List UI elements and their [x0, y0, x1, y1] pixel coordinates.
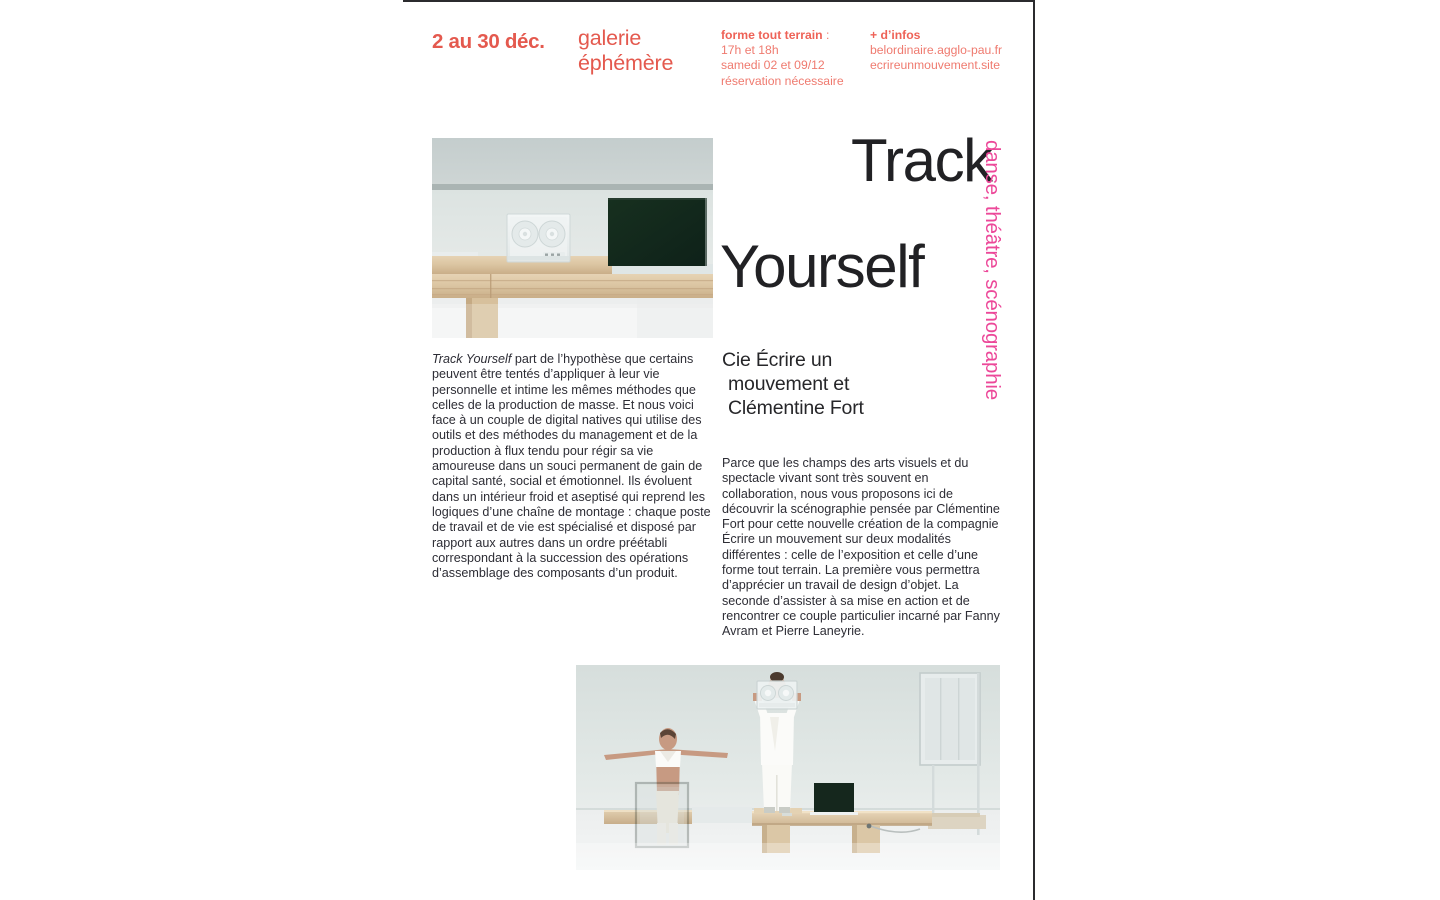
link-belordinaire[interactable]: belordinaire.agglo-pau.fr: [870, 43, 1003, 58]
body-paragraph-right: Parce que les champs des arts visuels et du spectacle vivant sont très souvent en collaboration, nous vous proposons ici de découvrir la scénographie pensée par Clémentine Fort pour cette nouvelle création de la compagnie Écrire un mouvement sur deux modalités différentes : celle de l’exposition et celle d’une forme tout terrain. La première vous permettra d’apprécier un travail de design d’objet. La seconde d’assister à sa mise en action et de rencontrer ce couple particulier incarné par Fanny Avram et Pierre Laneyrie.: [722, 456, 1000, 639]
photo-performance-stage-graphic: [576, 665, 1000, 870]
body-column-right: [722, 456, 1000, 640]
header-form-line-3: réservation nécessaire: [721, 73, 844, 88]
header-form-lead-suffix: :: [822, 28, 830, 42]
header-info-column-form: [721, 28, 844, 89]
header-form-lead-text: forme tout terrain: [721, 28, 823, 42]
page-top-rule: [403, 0, 1035, 2]
header-venue: [578, 26, 673, 76]
photo-installation-table: [432, 138, 713, 338]
company-credit-line-2: mouvement et: [728, 373, 850, 395]
company-credit-line-3: Clémentine Fort: [728, 397, 864, 419]
header-form-lead: [721, 28, 844, 43]
page-right-rule: [1033, 0, 1035, 900]
header-venue-line-2: éphémère: [578, 51, 674, 75]
poster-title-line-1: Track: [851, 127, 992, 194]
header-links-lead: + d’infos: [870, 28, 921, 42]
header-dates: 2 au 30 déc.: [432, 30, 545, 53]
photo-installation-table-graphic: [432, 138, 713, 338]
link-ecrireunmouvement[interactable]: ecrireunmouvement.site: [870, 58, 1001, 73]
photo-performance-stage: [576, 665, 1000, 870]
body-column-left: [432, 352, 718, 581]
poster-title-line-2: Yourself: [720, 233, 924, 300]
header-info-column-links: [870, 28, 1002, 74]
company-credit-line-1: Cie Écrire un: [722, 349, 833, 371]
header-venue-line-1: galerie: [578, 26, 642, 50]
header: [432, 26, 1032, 96]
genre-tag-vertical: danse, théâtre, scénographie: [981, 140, 1004, 400]
body-left-text: part de l’hypothèse que certains peuvent être tentés d’appliquer à leur vie personnelle et intime les mêmes méthodes que celles de la production de masse. Et nous voici face à un couple de digital natives qui utilise des outils et des méthodes du management et de la production à flux tendu pour régir sa vie amoureuse dans un souci permanent de gain de capital santé, social et émotionnel. Ils évoluent dans un intérieur froid et aseptisé qui reprend les logiques d’une chaîne de montage : chaque poste de travail et de vie est spécialisé et disposé par rapport aux autres dans un ordre préétabli correspondant à la succession des opérations d’assemblage des composants d’un produit.: [432, 352, 711, 581]
header-form-line-1: 17h et 18h: [721, 43, 779, 58]
header-form-line-2: samedi 02 et 09/12: [721, 58, 825, 73]
body-paragraph-left: [432, 352, 718, 581]
company-credit: [722, 348, 1012, 420]
body-italic-title: Track Yourself: [432, 352, 512, 366]
